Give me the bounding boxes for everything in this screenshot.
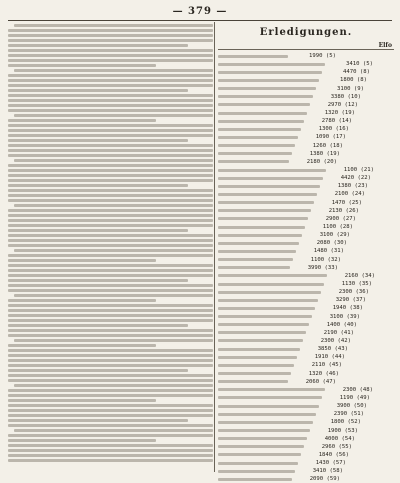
entry-name-illegible [218, 63, 325, 66]
entry-value: 1470 (25) [331, 199, 362, 206]
entry-value: 2160 (34) [344, 272, 375, 279]
vacancy-entry [218, 402, 394, 410]
text-line-illegible [8, 404, 213, 407]
text-line-illegible [8, 119, 156, 122]
text-line-illegible [8, 459, 213, 462]
entry-value: 2390 (51) [333, 411, 364, 418]
text-line-illegible [14, 159, 213, 162]
entry-value: 3100 (39) [329, 313, 360, 320]
vacancy-entry [218, 150, 394, 158]
text-line-illegible [8, 239, 213, 242]
page-number: — 379 — [172, 6, 228, 17]
text-line-illegible [8, 274, 213, 277]
text-line-illegible [8, 104, 213, 107]
entry-value: 2130 (26) [328, 207, 359, 214]
entry-name-illegible [218, 421, 313, 424]
entry-value: 3290 (37) [335, 297, 366, 304]
text-line-illegible [8, 289, 213, 292]
text-line-illegible [14, 249, 213, 252]
entry-value: 1090 (17) [315, 134, 346, 141]
entry-value: 1990 (5) [309, 53, 336, 60]
text-line-illegible [8, 99, 213, 102]
vacancy-entry [218, 272, 394, 280]
vacancy-entry [218, 239, 394, 247]
text-line-illegible [8, 264, 213, 267]
entry-name-illegible [218, 79, 319, 82]
text-line-illegible [8, 74, 213, 77]
entry-value: 3850 (43) [317, 346, 348, 353]
vacancy-entry [218, 52, 394, 60]
vacancy-entry [218, 361, 394, 369]
entry-name-illegible [218, 470, 295, 473]
entry-name-illegible [218, 429, 310, 432]
entry-name-illegible [218, 234, 302, 237]
text-line-illegible [8, 359, 213, 362]
entry-value: 1100 (32) [310, 256, 341, 263]
vacancies-header: Erledigungen. [259, 27, 353, 38]
text-line-illegible [8, 344, 156, 347]
text-line-illegible [14, 429, 213, 432]
vacancy-entry [218, 426, 394, 434]
entry-value: 1800 (52) [330, 419, 361, 426]
text-line-illegible [14, 384, 213, 387]
entry-name-illegible [218, 120, 304, 123]
text-line-illegible [8, 259, 156, 262]
entry-name-illegible [218, 339, 303, 342]
text-line-illegible [8, 44, 188, 47]
text-line-illegible [8, 174, 213, 177]
text-line-illegible [8, 149, 213, 152]
entry-value: 1190 (49) [339, 394, 370, 401]
entry-value: 4420 (22) [340, 175, 371, 182]
entry-value: 2100 (24) [334, 191, 365, 198]
entry-name-illegible [218, 396, 322, 399]
vacancy-entry [218, 353, 394, 361]
vacancy-entry [218, 451, 394, 459]
vacancy-entry [218, 459, 394, 467]
salary-column-label: Elfo [378, 42, 392, 49]
text-line-illegible [8, 314, 213, 317]
entry-value: 2900 (27) [325, 215, 356, 222]
vacancy-entry [218, 142, 394, 150]
text-line-illegible [8, 79, 213, 82]
entry-value: 3100 (29) [319, 232, 350, 239]
text-line-illegible [8, 194, 213, 197]
vacancies-column-header [218, 42, 394, 50]
entry-value: 2300 (48) [342, 386, 373, 393]
vacancy-entry [218, 386, 394, 394]
entry-value: 1320 (19) [324, 110, 355, 117]
text-line-illegible [8, 89, 188, 92]
text-line-illegible [8, 379, 213, 382]
vacancy-entry [218, 68, 394, 76]
text-line-illegible [8, 224, 213, 227]
entry-value: 1400 (40) [326, 321, 357, 328]
vacancy-entry [218, 467, 394, 475]
entry-value: 1800 (8) [340, 77, 367, 84]
entry-name-illegible [218, 95, 313, 98]
text-line-illegible [14, 339, 213, 342]
text-line-illegible [8, 374, 213, 377]
text-line-illegible [8, 284, 213, 287]
vacancy-entry [218, 443, 394, 451]
text-line-illegible [8, 304, 213, 307]
entry-value: 2090 (59) [309, 476, 340, 483]
entry-name-illegible [218, 258, 293, 261]
text-line-illegible [8, 279, 188, 282]
entry-name-illegible [218, 283, 324, 286]
text-line-illegible [8, 394, 213, 397]
entry-value: 3990 (33) [307, 264, 338, 271]
vacancy-entry [218, 256, 394, 264]
text-line-illegible [14, 204, 213, 207]
entry-name-illegible [218, 478, 292, 481]
entry-value: 3100 (9) [337, 85, 364, 92]
announcements-column [8, 24, 213, 470]
entry-name-illegible [218, 462, 298, 465]
vacancy-entry [218, 280, 394, 288]
entry-name-illegible [218, 453, 301, 456]
entry-name-illegible [218, 201, 314, 204]
text-line-illegible [14, 69, 213, 72]
vacancy-entry [218, 435, 394, 443]
entry-value: 1380 (19) [309, 150, 340, 157]
text-line-illegible [8, 354, 213, 357]
text-line-illegible [8, 29, 213, 32]
text-line-illegible [8, 229, 188, 232]
entry-value: 3900 (50) [336, 403, 367, 410]
entry-name-illegible [218, 331, 306, 334]
entry-name-illegible [218, 136, 298, 139]
vacancy-entry [218, 321, 394, 329]
vacancy-entry [218, 158, 394, 166]
entry-name-illegible [218, 315, 312, 318]
text-line-illegible [8, 214, 213, 217]
vacancy-entry [218, 288, 394, 296]
text-line-illegible [8, 409, 213, 412]
entry-value: 2060 (47) [305, 378, 336, 385]
vacancy-entry [218, 109, 394, 117]
text-line-illegible [8, 449, 213, 452]
text-line-illegible [8, 144, 213, 147]
entry-name-illegible [218, 437, 307, 440]
vacancy-entry [218, 215, 394, 223]
entry-value: 1100 (21) [343, 167, 374, 174]
entry-name-illegible [218, 144, 295, 147]
text-line-illegible [8, 109, 213, 112]
text-line-illegible [14, 114, 213, 117]
entry-value: 2190 (41) [323, 329, 354, 336]
vacancy-entry [218, 231, 394, 239]
text-line-illegible [14, 294, 213, 297]
entry-name-illegible [218, 87, 316, 90]
text-line-illegible [8, 254, 213, 257]
entry-name-illegible [218, 323, 309, 326]
text-line-illegible [8, 269, 213, 272]
text-line-illegible [8, 199, 213, 202]
vacancy-entry [218, 93, 394, 101]
text-line-illegible [8, 454, 213, 457]
entry-name-illegible [218, 209, 311, 212]
text-line-illegible [8, 309, 213, 312]
entry-name-illegible [218, 177, 323, 180]
vacancy-entry [218, 174, 394, 182]
text-line-illegible [8, 169, 213, 172]
vacancy-entry [218, 304, 394, 312]
entry-value: 2780 (14) [321, 118, 352, 125]
vacancy-entry [218, 76, 394, 84]
text-line-illegible [8, 334, 213, 337]
vacancy-entry [218, 133, 394, 141]
entry-value: 4470 (8) [343, 69, 370, 76]
text-line-illegible [8, 94, 213, 97]
entry-name-illegible [218, 103, 310, 106]
top-rule [8, 20, 392, 21]
vacancy-entry [218, 125, 394, 133]
text-line-illegible [8, 34, 213, 37]
entry-name-illegible [218, 266, 290, 269]
entry-name-illegible [218, 380, 288, 383]
entry-name-illegible [218, 112, 307, 115]
entry-name-illegible [218, 250, 296, 253]
entry-name-illegible [218, 405, 319, 408]
text-line-illegible [8, 64, 156, 67]
entry-name-illegible [218, 217, 308, 220]
entry-value: 1480 (31) [313, 248, 344, 255]
entry-name-illegible [218, 299, 318, 302]
entry-value: 1380 (23) [337, 183, 368, 190]
entry-name-illegible [218, 128, 301, 131]
text-line-illegible [8, 134, 213, 137]
text-line-illegible [8, 234, 213, 237]
entry-value: 1100 (28) [322, 224, 353, 231]
vacancies-list [218, 52, 394, 483]
vacancy-entry [218, 369, 394, 377]
vacancy-entry [218, 101, 394, 109]
entry-name-illegible [218, 348, 300, 351]
entry-value: 1840 (56) [318, 451, 349, 458]
entry-value: 2180 (20) [306, 158, 337, 165]
vacancy-entry [218, 223, 394, 231]
text-line-illegible [8, 299, 156, 302]
text-line-illegible [8, 209, 213, 212]
entry-value: 1300 (16) [318, 126, 349, 133]
vacancy-entry [218, 378, 394, 386]
vacancy-entry [218, 475, 394, 483]
text-line-illegible [8, 319, 213, 322]
text-line-illegible [8, 434, 213, 437]
entry-value: 2080 (30) [316, 240, 347, 247]
text-line-illegible [8, 59, 213, 62]
text-line-illegible [8, 389, 213, 392]
entry-value: 1130 (35) [341, 281, 372, 287]
entry-name-illegible [218, 185, 320, 188]
entry-value: 2300 (36) [338, 289, 369, 296]
text-line-illegible [8, 399, 156, 402]
text-line-illegible [8, 444, 213, 447]
text-line-illegible [8, 139, 188, 142]
vacancy-entry [218, 247, 394, 255]
vacancy-entry [218, 296, 394, 304]
column-divider [214, 22, 215, 472]
vacancies-column [218, 24, 394, 483]
vacancy-entry [218, 182, 394, 190]
entry-value: 3410 (5) [346, 61, 373, 68]
entry-value: 3410 (58) [312, 468, 343, 475]
entry-name-illegible [218, 291, 321, 294]
entry-value: 1940 (38) [332, 305, 363, 312]
text-line-illegible [8, 414, 213, 417]
entry-name-illegible [218, 372, 291, 375]
entry-value: 2960 (55) [321, 443, 352, 450]
vacancy-entry [218, 410, 394, 418]
text-line-illegible [8, 164, 213, 167]
text-line-illegible [8, 369, 188, 372]
vacancy-entry [218, 85, 394, 93]
vacancy-entry [218, 117, 394, 125]
entry-value: 3380 (10) [330, 93, 361, 100]
entry-name-illegible [218, 364, 294, 367]
vacancy-entry [218, 329, 394, 337]
text-line-illegible [14, 24, 213, 27]
text-line-illegible [8, 329, 213, 332]
vacancy-entry [218, 418, 394, 426]
text-line-illegible [8, 419, 188, 422]
entry-name-illegible [218, 169, 326, 172]
entry-name-illegible [218, 193, 317, 196]
entry-name-illegible [218, 413, 316, 416]
text-line-illegible [8, 349, 213, 352]
text-line-illegible [8, 54, 213, 57]
text-line-illegible [8, 219, 213, 222]
entry-value: 1910 (44) [314, 354, 345, 361]
entry-name-illegible [218, 356, 297, 359]
vacancy-entry [218, 166, 394, 174]
vacancy-entry [218, 207, 394, 215]
vacancy-entry [218, 337, 394, 345]
text-line-illegible [8, 124, 213, 127]
entry-value: 4000 (54) [324, 435, 355, 442]
vacancy-entry [218, 190, 394, 198]
entry-name-illegible [218, 274, 327, 277]
vacancy-entry [218, 60, 394, 68]
entry-value: 1260 (18) [312, 142, 343, 149]
entry-name-illegible [218, 160, 289, 163]
vacancy-entry [218, 199, 394, 207]
text-line-illegible [8, 39, 213, 42]
entry-name-illegible [218, 71, 322, 74]
vacancy-entry [218, 345, 394, 353]
text-line-illegible [8, 244, 213, 247]
entry-name-illegible [218, 55, 288, 58]
entry-name-illegible [218, 307, 315, 310]
vacancy-entry [218, 313, 394, 321]
entry-value: 2970 (12) [327, 101, 358, 108]
entry-value: 1430 (57) [315, 460, 346, 467]
entry-value: 1900 (53) [327, 427, 358, 434]
text-line-illegible [8, 154, 213, 157]
text-line-illegible [8, 49, 213, 52]
entry-name-illegible [218, 242, 299, 245]
text-line-illegible [8, 189, 213, 192]
text-line-illegible [8, 179, 213, 182]
entry-value: 2110 (45) [311, 362, 342, 369]
text-line-illegible [8, 439, 156, 442]
entry-name-illegible [218, 445, 304, 448]
text-line-illegible [8, 84, 213, 87]
text-line-illegible [8, 184, 188, 187]
entry-name-illegible [218, 388, 325, 391]
text-line-illegible [8, 424, 213, 427]
vacancy-entry [218, 264, 394, 272]
entry-value: 1320 (46) [308, 370, 339, 377]
entry-name-illegible [218, 152, 292, 155]
vacancy-entry [218, 394, 394, 402]
text-line-illegible [8, 324, 188, 327]
text-line-illegible [8, 129, 213, 132]
text-line-illegible [8, 364, 213, 367]
entry-value: 2300 (42) [320, 337, 351, 344]
entry-name-illegible [218, 226, 305, 229]
